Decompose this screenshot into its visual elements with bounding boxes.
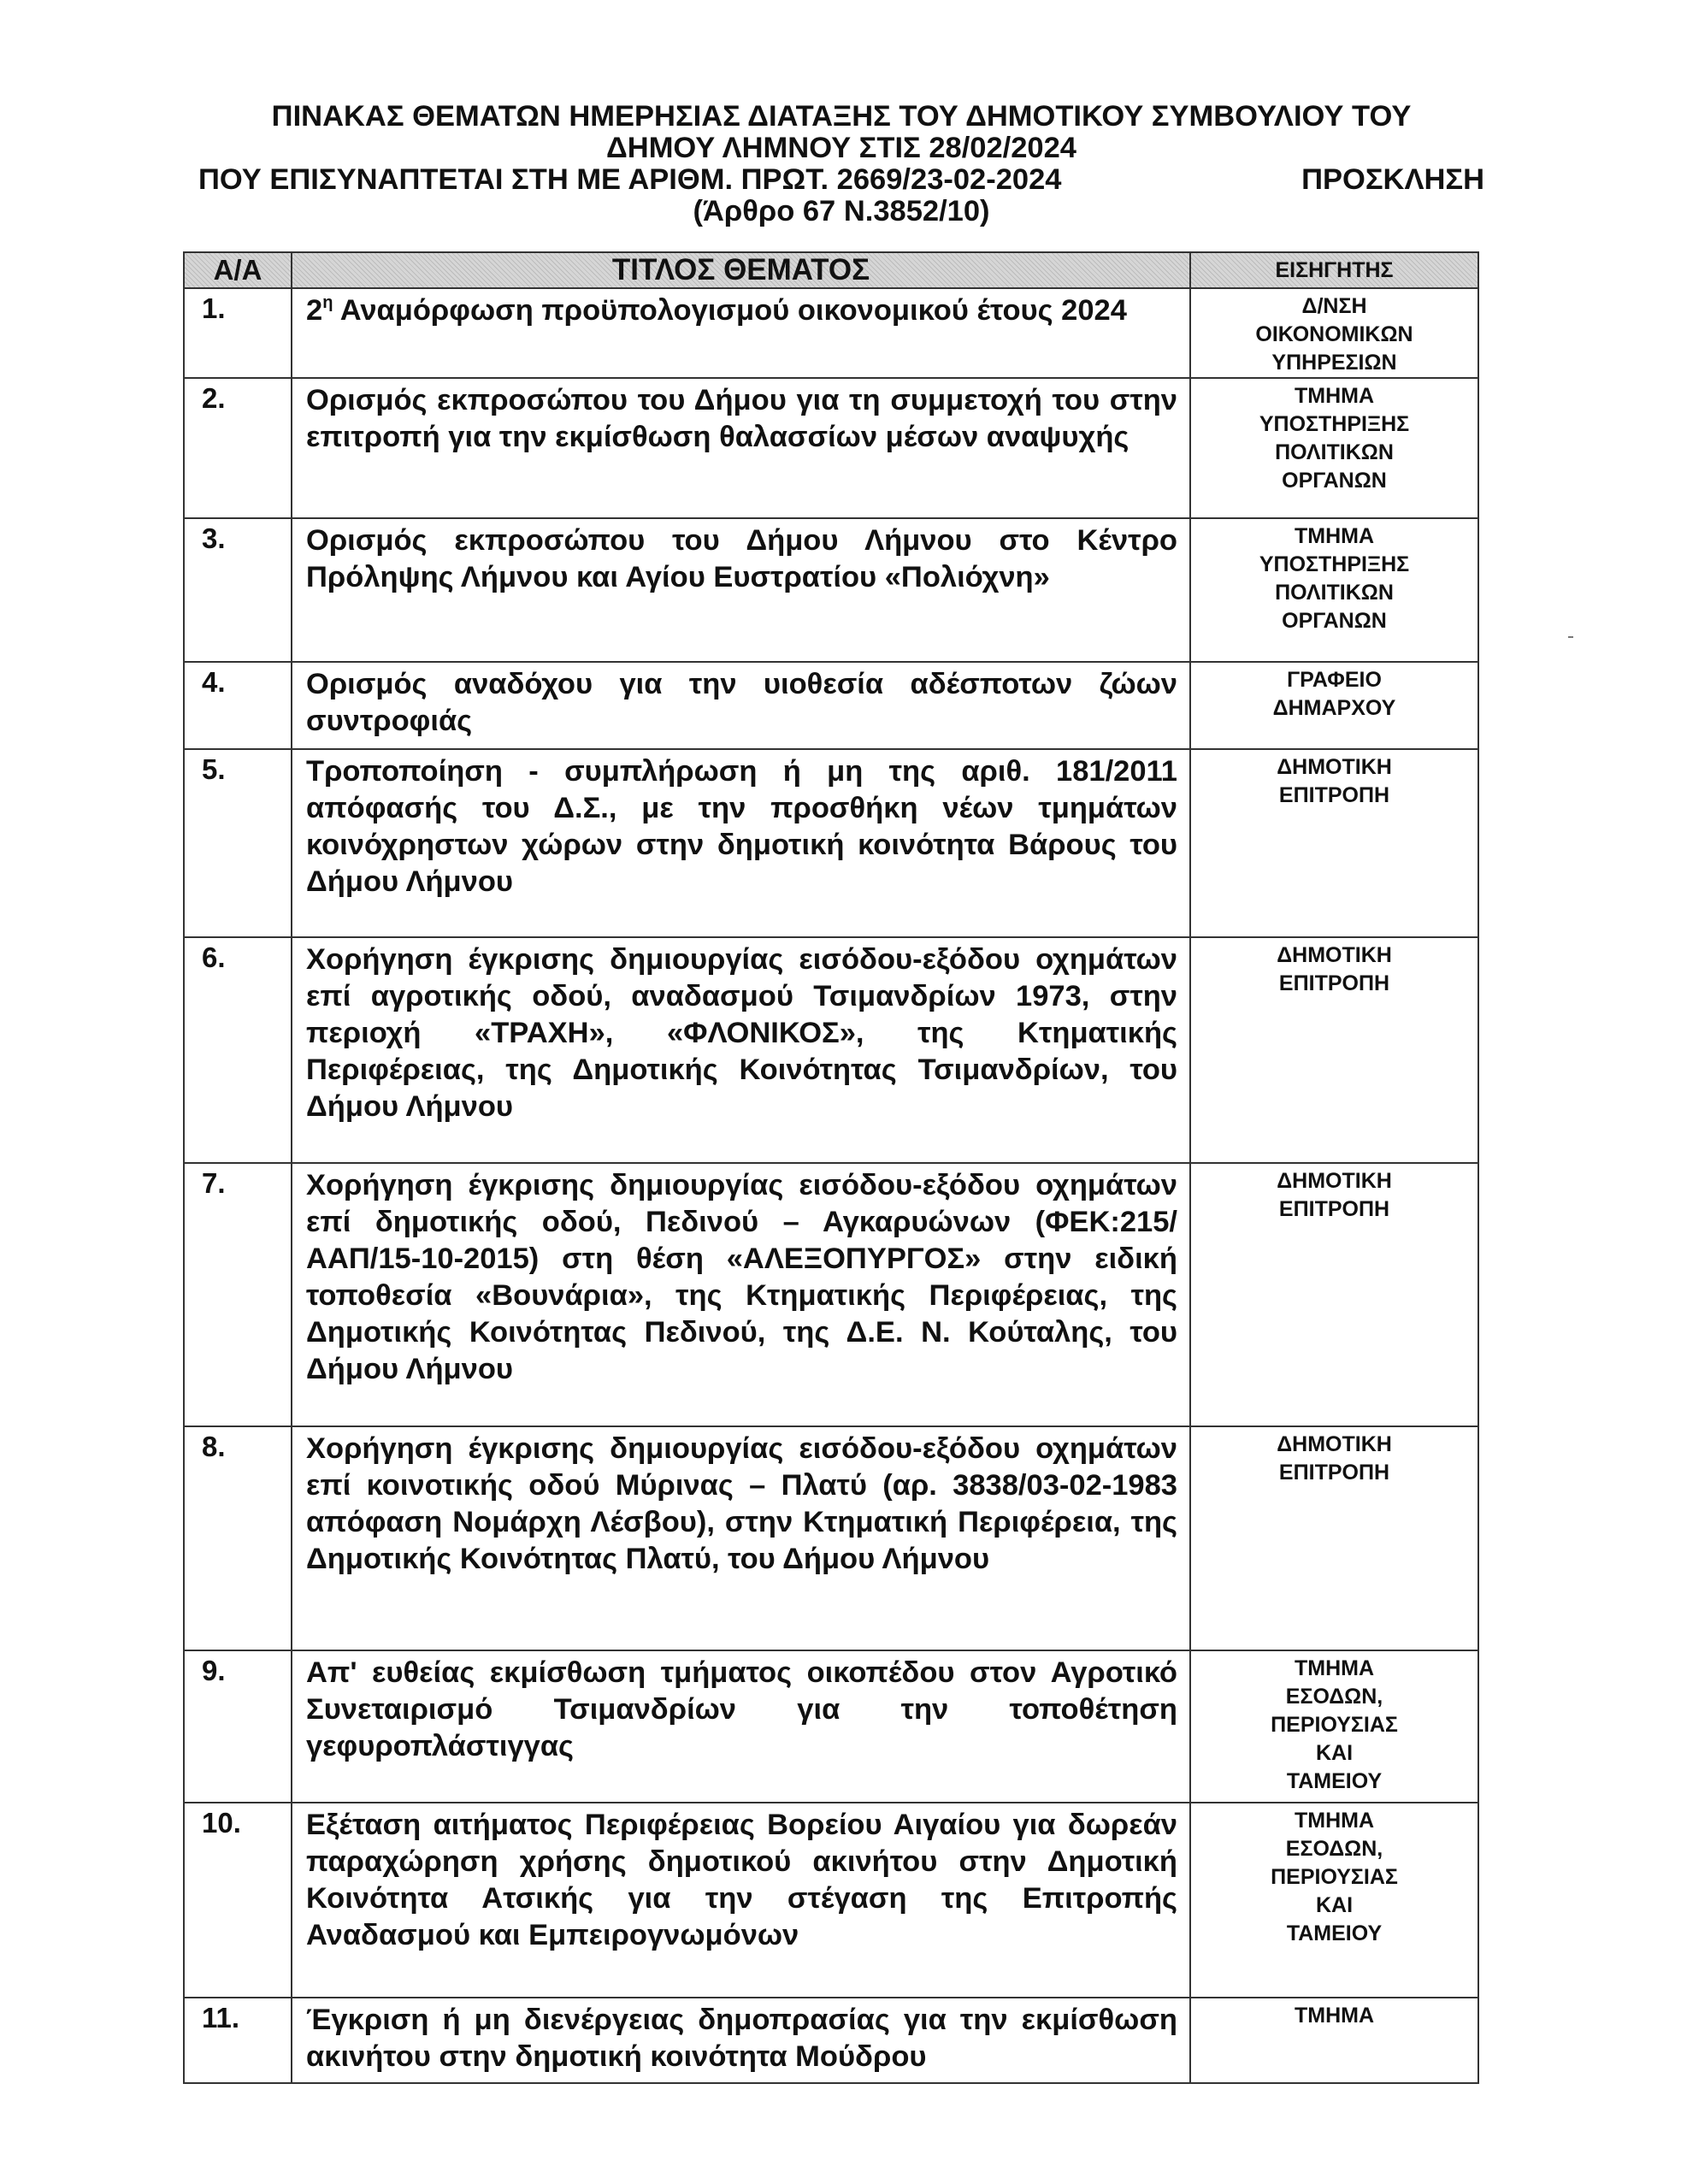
table-row [184,749,1478,937]
row-number: 2. [184,378,292,518]
table-row [184,662,1478,749]
column-header-rapporteur: ΕΙΣΗΓΗΤΗΣ [1190,252,1478,288]
row-number: 10. [184,1803,292,1998]
document-heading [183,101,1500,227]
row-title-prefix: 2 [306,294,323,327]
column-header-number: Α/Α [184,252,292,288]
row-number: 8. [184,1426,292,1650]
row-rapporteur: ΓΡΑΦΕΙΟ ΔΗΜΑΡΧΟΥ [1190,662,1478,749]
heading-line-2: ΔΗΜΟΥ ΛΗΜΝΟΥ ΣΤΙΣ 28/02/2024 [605,132,1076,164]
row-number: 1. [184,288,292,378]
heading-invitation-word: ΠΡΟΣΚΛΗΣΗ [1301,163,1484,196]
row-rapporteur: ΔΗΜΟΤΙΚΗ ΕΠΙΤΡΟΠΗ [1190,749,1478,937]
row-rapporteur: ΔΗΜΟΤΙΚΗ ΕΠΙΤΡΟΠΗ [1190,937,1478,1163]
row-number: 5. [184,749,292,937]
row-rapporteur: ΤΜΗΜΑ [1190,1998,1478,2083]
row-title-superscript: η [322,292,333,312]
row-number: 4. [184,662,292,749]
row-number: 3. [184,518,292,662]
row-title: Απ' ευθείας εκμίσθωση τμήματος οικοπέδου στον Αγροτικό Συνεταιρισμό Τσιμανδρίων για την τοποθέτηση γεφυροπλάστιγγας [292,1650,1190,1803]
row-number: 7. [184,1163,292,1426]
table-row [184,1803,1478,1998]
row-rapporteur: ΤΜΗΜΑ ΕΣΟΔΩΝ, ΠΕΡΙΟΥΣΙΑΣ ΚΑΙ ΤΑΜΕΙΟΥ [1190,1803,1478,1998]
row-number: 11. [184,1998,292,2083]
heading-line-1: ΠΙΝΑΚΑΣ ΘΕΜΑΤΩΝ ΗΜΕΡΗΣΙΑΣ ΔΙΑΤΑΞΗΣ ΤΟΥ ΔΗΜΟΤΙΚΟΥ ΣΥΜΒΟΥΛΙΟΥ ΤΟΥ [271,100,1412,133]
table-row [184,1426,1478,1650]
row-title: Ορισμός αναδόχου για την υιοθεσία αδέσποτων ζώων συντροφιάς [292,662,1190,749]
row-title: Χορήγηση έγκρισης δημιουργίας εισόδου-εξόδου οχημάτων επί αγροτικής οδού, αναδασμού Τσιμανδρίων 1973, στην περιοχή «ΤΡΑΧΗ», «ΦΛΟΝΙΚΟΣ», της Κτηματικής Περιφέρειας, της Δημοτικής Κοινότητας Τσιμανδρίων, του Δήμου Λήμνου [292,937,1190,1163]
row-number: 9. [184,1650,292,1803]
row-rapporteur: ΤΜΗΜΑ ΥΠΟΣΤΗΡΙΞΗΣ ΠΟΛΙΤΙΚΩΝ ΟΡΓΑΝΩΝ [1190,518,1478,662]
row-title [292,288,1190,378]
scan-speck [1568,636,1573,638]
heading-line-3 [183,164,1500,196]
row-title: Εξέταση αιτήματος Περιφέρειας Βορείου Αιγαίου για δωρεάν παραχώρηση χρήσης δημοτικού ακινήτου στην Δημοτική Κοινότητα Ατσικής για την στέγαση της Επιτροπής Αναδασμού και Εμπειρογνωμόνων [292,1803,1190,1998]
heading-invitation-ref: ΠΟΥ ΕΠΙΣΥΝΑΠΤΕΤΑΙ ΣΤΗ ΜΕ ΑΡΙΘΜ. ΠΡΩΤ. 2669/23-02-2024 [198,163,1062,196]
table-row [184,378,1478,518]
row-rapporteur: ΤΜΗΜΑ ΕΣΟΔΩΝ, ΠΕΡΙΟΥΣΙΑΣ ΚΑΙ ΤΑΜΕΙΟΥ [1190,1650,1478,1803]
row-title-text: Αναμόρφωση προϋπολογισμού οικονομικού έτους 2024 [333,294,1127,327]
row-rapporteur: ΔΗΜΟΤΙΚΗ ΕΠΙΤΡΟΠΗ [1190,1163,1478,1426]
table-row [184,937,1478,1163]
row-number: 6. [184,937,292,1163]
row-title: Έγκριση ή μη διενέργειας δημοπρασίας για την εκμίσθωση ακινήτου στην δημοτική κοινότητα Μούδρου [292,1998,1190,2083]
table-row [184,1650,1478,1803]
row-title: Τροποποίηση - συμπλήρωση ή μη της αριθ. 181/2011 απόφασής του Δ.Σ., με την προσθήκη νέων τμημάτων κοινόχρηστων χώρων στην δημοτική κοινότητα Βάρους του Δήμου Λήμνου [292,749,1190,937]
column-header-title: ΤΙΤΛΟΣ ΘΕΜΑΤΟΣ [292,252,1190,288]
table-row [184,288,1478,378]
table-row [184,1163,1478,1426]
row-rapporteur: Δ/ΝΣΗ ΟΙΚΟΝΟΜΙΚΩΝ ΥΠΗΡΕΣΙΩΝ [1190,288,1478,378]
row-title: Ορισμός εκπροσώπου του Δήμου για τη συμμετοχή του στην επιτροπή για την εκμίσθωση θαλασσίων μέσων αναψυχής [292,378,1190,518]
agenda-header-row [184,252,1478,288]
row-rapporteur: ΤΜΗΜΑ ΥΠΟΣΤΗΡΙΞΗΣ ΠΟΛΙΤΙΚΩΝ ΟΡΓΑΝΩΝ [1190,378,1478,518]
row-rapporteur: ΔΗΜΟΤΙΚΗ ΕΠΙΤΡΟΠΗ [1190,1426,1478,1650]
row-title: Χορήγηση έγκρισης δημιουργίας εισόδου-εξόδου οχημάτων επί δημοτικής οδού, Πεδινού – Αγκαρυώνων (ΦΕΚ:215/ΑΑΠ/15-10-2015) στη θέση «ΑΛΕΞΟΠΥΡΓΟΣ» στην ειδική τοποθεσία «Βουνάρια», της Κτηματικής Περιφέρειας, της Δημοτικής Κοινότητας Πεδινού, της Δ.Ε. Ν. Κούταλης, του Δήμου Λήμνου [292,1163,1190,1426]
table-row [184,1998,1478,2083]
row-title: Ορισμός εκπροσώπου του Δήμου Λήμνου στο Κέντρο Πρόληψης Λήμνου και Αγίου Ευστρατίου «Πολιόχνη» [292,518,1190,662]
table-row [184,518,1478,662]
row-title: Χορήγηση έγκρισης δημιουργίας εισόδου-εξόδου οχημάτων επί κοινοτικής οδού Μύρινας – Πλατύ (αρ. 3838/03-02-1983 απόφαση Νομάρχη Λέσβου), στην Κτηματική Περιφέρεια, της Δημοτικής Κοινότητας Πλατύ, του Δήμου Λήμνου [292,1426,1190,1650]
heading-line-4: (Άρθρο 67 Ν.3852/10) [693,195,990,227]
agenda-table [183,251,1479,2084]
